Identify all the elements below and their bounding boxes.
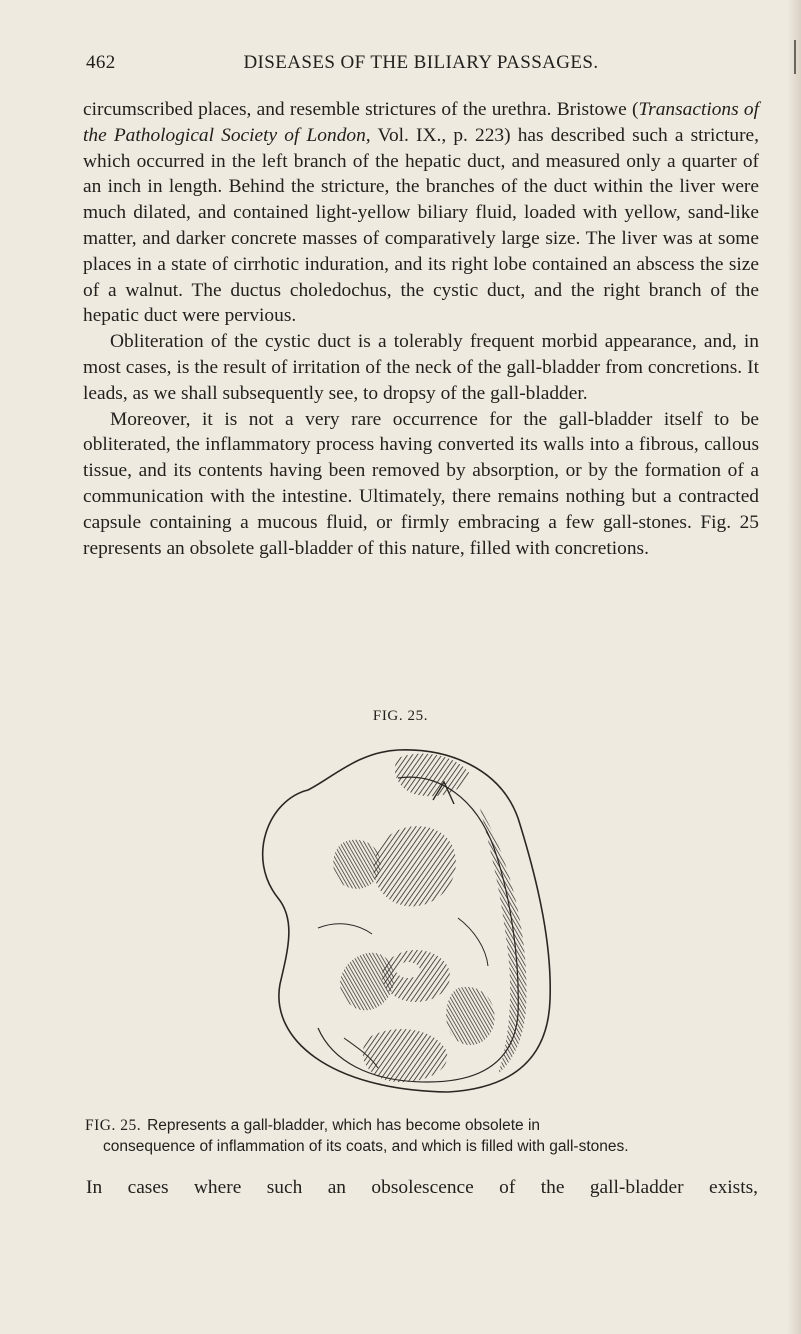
central-stone xyxy=(374,826,456,906)
page-edge xyxy=(787,0,801,1334)
continuing-text-line: In cases where such an obsolescence of the gall-bladder exists, xyxy=(86,1177,758,1198)
caption-continuation: consequence of inflammation of its coats, and which is filled with gall-stones. xyxy=(103,1137,629,1155)
round-stone-highlight xyxy=(396,962,420,978)
caption-figure-ref: FIG. 25. xyxy=(85,1117,142,1134)
margin-mark xyxy=(794,40,796,74)
paragraph-1 xyxy=(83,97,759,329)
paragraph-1-rest: Vol. IX., p. 223) has described such a stricture, which occurred in the left branch of the hepatic duct, and measured only a quarter of an inch in length. Behind the stricture, the branches of the duct within the liver were much dilated, and contained light-yellow biliary fluid, loaded with yellow, sand-like matter, and darker concrete masses of comparatively large size. The liver was at some places in a state of cirrhotic induration, and its right lobe contained an abscess the size of a walnut. The ductus choledochus, the cystic duct, and the right branch of the hepatic duct were pervious. xyxy=(83,124,759,327)
journal-citation: Transactions of the Pathological Society of London, xyxy=(83,99,760,146)
body-text xyxy=(83,97,759,561)
caption-first-line xyxy=(85,1116,757,1137)
left-stone xyxy=(333,840,380,889)
lower-left-stone xyxy=(340,953,394,1011)
paragraph-3: Moreover, it is not a very rare occurrence for the gall-bladder itself to be obliterated, the inflammatory process having converted its walls into a fibrous, callous tissue, and its contents having been removed by absorption, or by the formation of a communication with the intestine. Ultimately, there remains nothing but a contracted capsule containing a mucous fluid, or firmly embracing a few gall-stones. Fig. 25 represents an obsolete gall-bladder of this nature, filled with concretions. xyxy=(83,408,759,559)
page-number: 462 xyxy=(86,52,116,73)
running-title: DISEASES OF THE BILIARY PASSAGES. xyxy=(243,52,599,73)
bottom-stone xyxy=(363,1029,448,1082)
figure-label: FIG. 25. xyxy=(372,708,429,724)
gall-bladder-illustration xyxy=(248,738,578,1103)
figure-caption xyxy=(85,1116,757,1157)
paragraph-1-lead: circumscribed places, and resemble strictures of the urethra. Bristowe ( xyxy=(83,99,639,120)
paragraph-2: Obliteration of the cystic duct is a tolerably frequent morbid appearance, and, in most cases, is the result of irritation of the neck of the gall-bladder from concretions. It leads, as we shall subsequently see, to dropsy of the gall-bladder. xyxy=(83,331,759,404)
right-lower-stone xyxy=(446,987,494,1045)
caption-line1-text: Represents a gall-bladder, which has become obsolete in xyxy=(147,1117,541,1134)
